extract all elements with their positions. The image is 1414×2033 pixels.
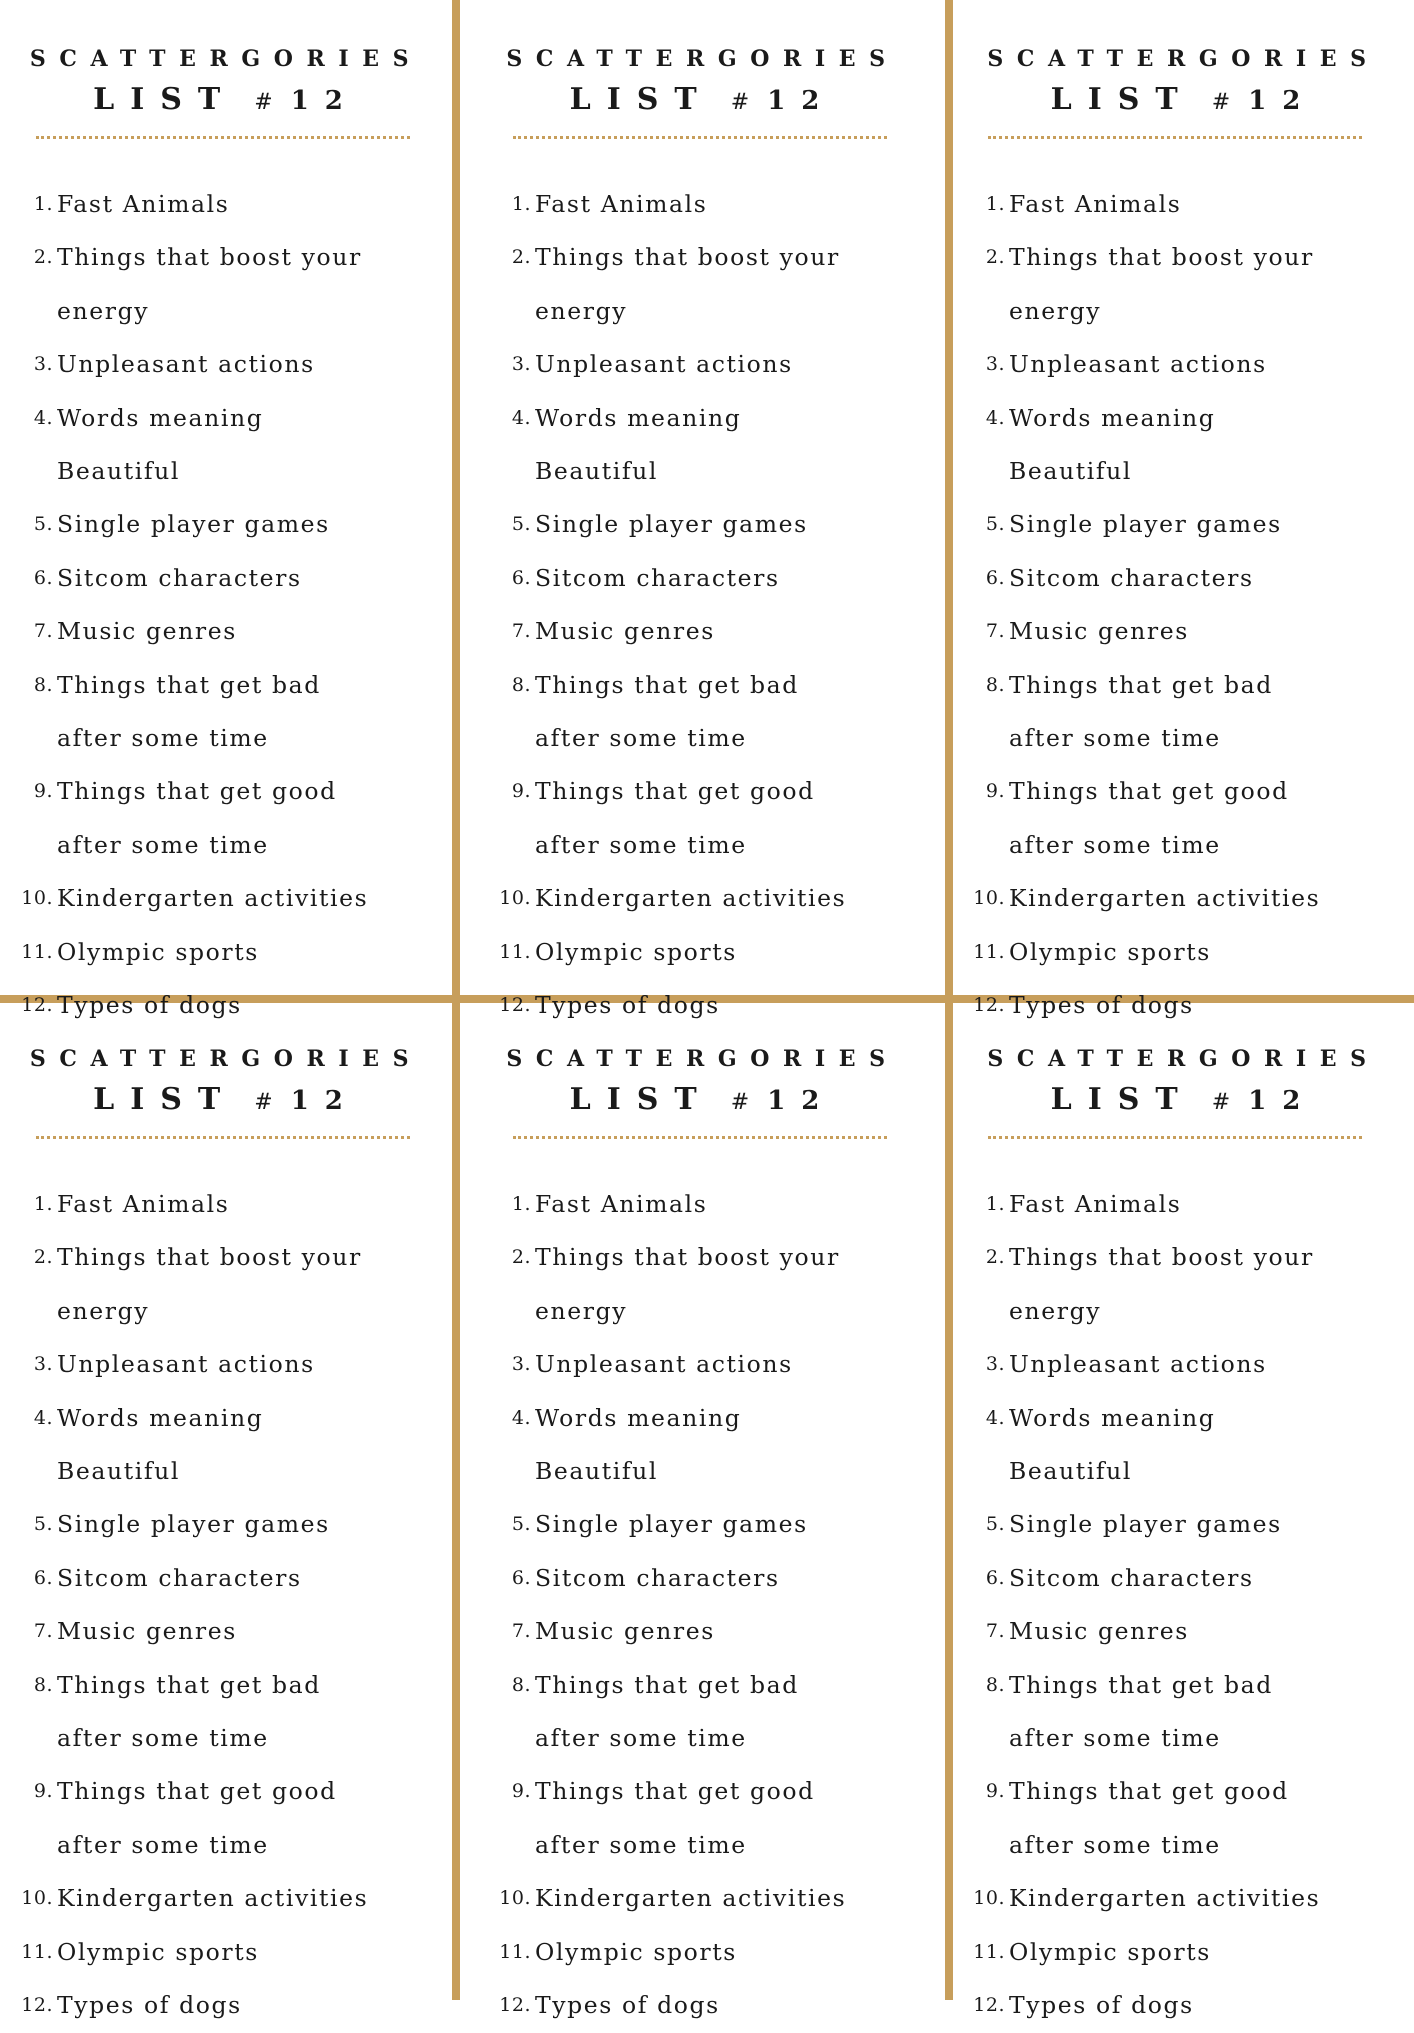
list-item [460,1605,945,1658]
card-title: SCATTERGORIES [506,1046,899,1072]
item-number: 1. [511,1193,531,1215]
list-item [953,1926,1414,1979]
list-item [460,1872,945,1925]
dotted-divider [513,136,887,139]
item-number: 7. [33,620,53,643]
list-item [0,605,452,658]
item-number: 9. [33,780,53,803]
item-number: 9. [33,1780,53,1803]
item-number: 6. [985,566,1005,589]
hash-symbol: # [254,90,289,115]
dotted-divider [36,1136,410,1139]
card-subtitle [953,82,1414,121]
list-number: 12 [290,1086,359,1116]
item-number: 7. [511,620,531,643]
item-text: Sitcom characters [57,1563,302,1592]
item-number: 5. [33,513,53,536]
item-text: Words meaning Beautiful [1009,403,1216,486]
item-number: 9. [985,1780,1005,1803]
item-text: Things that boost your energy [57,243,362,325]
item-number: 11. [499,1940,531,1963]
item-number: 11. [21,1940,53,1963]
item-number: 12. [21,1994,53,2017]
item-text: Things that get good after some time [1009,1777,1289,1859]
item-number: 4. [985,1406,1005,1429]
list-label: LIST [569,82,713,117]
item-number: 2. [33,1246,53,1269]
item-number: 1. [511,193,531,215]
item-text: Fast Animals [1009,1190,1182,1218]
item-number: 6. [511,1566,531,1589]
item-text: Types of dogs [57,1991,242,2020]
item-text: Single player games [535,510,808,539]
list-item [460,1392,945,1499]
item-number: 8. [33,1673,53,1696]
list-item [460,926,945,979]
item-text: Fast Animals [535,1190,708,1218]
item-number: 10. [973,1887,1005,1910]
item-number: 2. [985,1246,1005,1269]
list-item [460,765,945,872]
list-number: 12 [1248,1086,1317,1116]
list-item [0,1338,452,1391]
list-item [460,659,945,766]
item-text: Kindergarten activities [535,884,847,913]
item-text: Single player games [1009,510,1282,539]
list-item [460,1765,945,1872]
item-number: 4. [511,406,531,429]
dotted-divider [513,1136,887,1139]
list-item [953,1979,1414,2032]
list-item [0,1659,452,1766]
item-text: Single player games [535,1510,808,1539]
item-text: Single player games [1009,1510,1282,1539]
item-number: 12. [499,1994,531,2017]
list-item [953,872,1414,925]
item-text: Kindergarten activities [57,884,369,913]
category-list [0,178,452,1033]
item-number: 10. [499,887,531,910]
item-text: Types of dogs [535,1991,720,2020]
item-number: 7. [985,620,1005,643]
item-number: 11. [973,940,1005,963]
item-text: Things that boost your energy [1009,243,1314,325]
item-number: 9. [985,780,1005,803]
list-item [460,1926,945,1979]
item-number: 5. [511,513,531,536]
list-item [460,498,945,551]
dotted-divider [36,136,410,139]
list-item [953,231,1414,338]
item-number: 5. [33,1513,53,1536]
item-number: 6. [33,1566,53,1589]
item-text: Things that get good after some time [535,777,815,859]
list-label: LIST [93,82,237,117]
item-number: 1. [33,1193,53,1215]
dotted-divider [988,136,1362,139]
list-item [0,552,452,605]
item-text: Fast Animals [57,190,230,218]
item-text: Music genres [1009,617,1189,646]
list-number: 12 [290,86,359,116]
item-text: Music genres [57,1617,237,1646]
item-text: Olympic sports [535,1937,737,1966]
list-item [460,605,945,658]
list-number: 12 [767,86,836,116]
list-item [953,926,1414,979]
list-item [953,1872,1414,1925]
item-number: 3. [985,1353,1005,1376]
item-number: 12. [973,994,1005,1017]
item-text: Olympic sports [57,1937,259,1966]
item-text: Fast Animals [1009,190,1182,218]
list-label: LIST [93,1082,237,1117]
item-text: Things that get good after some time [535,1777,815,1859]
hash-symbol: # [1211,90,1247,115]
item-text: Music genres [57,617,237,646]
item-text: Single player games [57,1510,330,1539]
card-subtitle [953,1082,1414,1121]
item-number: 10. [21,887,53,910]
dotted-divider [988,1136,1362,1139]
item-text: Types of dogs [1009,1991,1194,2020]
item-number: 12. [499,994,531,1017]
item-number: 2. [511,1246,531,1269]
item-number: 10. [499,1887,531,1910]
category-list [460,1178,945,2033]
item-text: Things that get bad after some time [1009,1670,1273,1753]
item-text: Unpleasant actions [57,350,315,379]
list-label: LIST [1050,1082,1194,1117]
item-text: Things that get good after some time [57,777,337,859]
item-number: 1. [985,193,1005,215]
item-number: 7. [985,1620,1005,1643]
item-number: 3. [33,1353,53,1376]
item-number: 7. [511,1620,531,1643]
list-item [460,1498,945,1551]
item-text: Unpleasant actions [535,350,793,379]
item-text: Things that boost your energy [57,1243,362,1325]
item-text: Sitcom characters [535,563,780,592]
item-number: 11. [499,940,531,963]
list-item [460,1338,945,1391]
list-item [460,1659,945,1766]
list-item [953,1765,1414,1872]
list-item [953,552,1414,605]
item-text: Words meaning Beautiful [57,1403,264,1486]
list-item [953,1231,1414,1338]
card-title: SCATTERGORIES [987,1046,1380,1072]
item-text: Single player games [57,510,330,539]
card-title: SCATTERGORIES [29,46,423,72]
list-item [460,392,945,499]
scattergories-card [460,0,945,1020]
list-label: LIST [569,1082,713,1117]
item-number: 7. [33,1620,53,1643]
card-subtitle [460,1082,945,1121]
item-text: Things that get bad after some time [57,670,321,753]
item-text: Music genres [1009,1617,1189,1646]
list-item [953,659,1414,766]
list-item [0,765,452,872]
scattergories-card [0,1000,452,2020]
list-item [953,1552,1414,1605]
hash-symbol: # [254,1090,289,1115]
item-text: Types of dogs [535,991,720,1020]
list-item [0,1765,452,1872]
hash-symbol: # [1211,1090,1247,1115]
item-text: Kindergarten activities [57,1884,369,1913]
scattergories-card [953,0,1414,1020]
list-item [0,659,452,766]
item-text: Things that get good after some time [1009,777,1289,859]
item-number: 5. [985,513,1005,536]
list-item [0,1926,452,1979]
list-item [953,1338,1414,1391]
item-text: Kindergarten activities [535,1884,847,1913]
item-number: 3. [511,353,531,376]
list-item [0,1872,452,1925]
item-number: 4. [33,1406,53,1429]
category-list [953,1178,1414,2033]
item-number: 4. [511,1406,531,1429]
list-item [0,178,452,231]
item-number: 8. [33,673,53,696]
scattergories-card [953,1000,1414,2020]
list-item [0,1979,452,2032]
item-number: 9. [511,1780,531,1803]
item-number: 12. [21,994,53,1017]
list-item [0,498,452,551]
item-number: 12. [973,1994,1005,2017]
item-number: 10. [973,887,1005,910]
list-item [460,1552,945,1605]
list-item [460,1979,945,2032]
item-number: 8. [511,673,531,696]
item-text: Words meaning Beautiful [57,403,264,486]
list-item [0,1605,452,1658]
list-item [0,392,452,499]
item-text: Things that boost your energy [535,243,840,325]
category-list [460,178,945,1033]
list-item [0,1552,452,1605]
item-text: Olympic sports [535,937,737,966]
card-title: SCATTERGORIES [506,46,899,72]
item-text: Sitcom characters [57,563,302,592]
item-text: Fast Animals [57,1190,230,1218]
list-item [0,926,452,979]
item-text: Words meaning Beautiful [1009,1403,1216,1486]
item-text: Music genres [535,1617,715,1646]
category-list [0,1178,452,2033]
item-number: 11. [973,1940,1005,1963]
item-text: Unpleasant actions [1009,1350,1267,1379]
item-number: 6. [985,1566,1005,1589]
item-text: Olympic sports [1009,937,1211,966]
item-text: Fast Animals [535,190,708,218]
item-text: Kindergarten activities [1009,1884,1321,1913]
item-number: 2. [33,246,53,269]
list-item [0,1231,452,1338]
card-title: SCATTERGORIES [987,46,1380,72]
item-number: 5. [985,1513,1005,1536]
item-number: 5. [511,1513,531,1536]
item-text: Types of dogs [1009,991,1194,1020]
item-text: Things that get bad after some time [535,1670,799,1753]
list-item [953,498,1414,551]
item-text: Things that boost your energy [535,1243,840,1325]
item-text: Sitcom characters [535,1563,780,1592]
list-item [953,1659,1414,1766]
list-item [0,338,452,391]
list-item [0,231,452,338]
item-text: Kindergarten activities [1009,884,1321,913]
list-item [953,765,1414,872]
card-title: SCATTERGORIES [29,1046,423,1072]
item-number: 2. [985,246,1005,269]
scattergories-card [0,0,452,1020]
list-item [460,1231,945,1338]
item-number: 4. [33,406,53,429]
card-subtitle [0,82,452,121]
item-number: 11. [21,940,53,963]
item-number: 8. [985,673,1005,696]
item-number: 6. [33,566,53,589]
list-number: 12 [1248,86,1317,116]
hash-symbol: # [730,90,766,115]
hash-symbol: # [730,1090,766,1115]
list-item [460,338,945,391]
item-text: Unpleasant actions [1009,350,1267,379]
item-number: 1. [33,193,53,215]
list-item [460,231,945,338]
item-number: 9. [511,780,531,803]
item-number: 3. [511,1353,531,1376]
item-text: Sitcom characters [1009,1563,1254,1592]
item-number: 1. [985,1193,1005,1215]
item-text: Olympic sports [1009,1937,1211,1966]
list-item [953,1178,1414,1231]
list-item [953,338,1414,391]
list-item [0,1178,452,1231]
item-number: 4. [985,406,1005,429]
item-number: 8. [985,1673,1005,1696]
item-number: 6. [511,566,531,589]
category-list [953,178,1414,1033]
item-text: Unpleasant actions [535,1350,793,1379]
item-text: Things that get bad after some time [535,670,799,753]
item-number: 8. [511,1673,531,1696]
list-label: LIST [1050,82,1194,117]
list-item [0,872,452,925]
list-item [460,552,945,605]
card-subtitle [0,1082,452,1121]
list-item [953,392,1414,499]
item-number: 2. [511,246,531,269]
item-text: Sitcom characters [1009,563,1254,592]
item-text: Music genres [535,617,715,646]
list-item [460,178,945,231]
list-item [953,605,1414,658]
list-item [0,1498,452,1551]
list-item [953,1498,1414,1551]
item-text: Unpleasant actions [57,1350,315,1379]
list-item [0,1392,452,1499]
item-text: Things that get good after some time [57,1777,337,1859]
list-item [460,1178,945,1231]
card-subtitle [460,82,945,121]
list-number: 12 [767,1086,836,1116]
item-text: Types of dogs [57,991,242,1020]
item-number: 3. [33,353,53,376]
scattergories-card [460,1000,945,2020]
list-item [953,178,1414,231]
item-number: 10. [21,1887,53,1910]
list-item [953,1392,1414,1499]
item-text: Things that boost your energy [1009,1243,1314,1325]
item-text: Words meaning Beautiful [535,403,742,486]
item-text: Things that get bad after some time [1009,670,1273,753]
item-text: Olympic sports [57,937,259,966]
list-item [460,872,945,925]
item-text: Words meaning Beautiful [535,1403,742,1486]
list-item [953,1605,1414,1658]
item-number: 3. [985,353,1005,376]
item-text: Things that get bad after some time [57,1670,321,1753]
